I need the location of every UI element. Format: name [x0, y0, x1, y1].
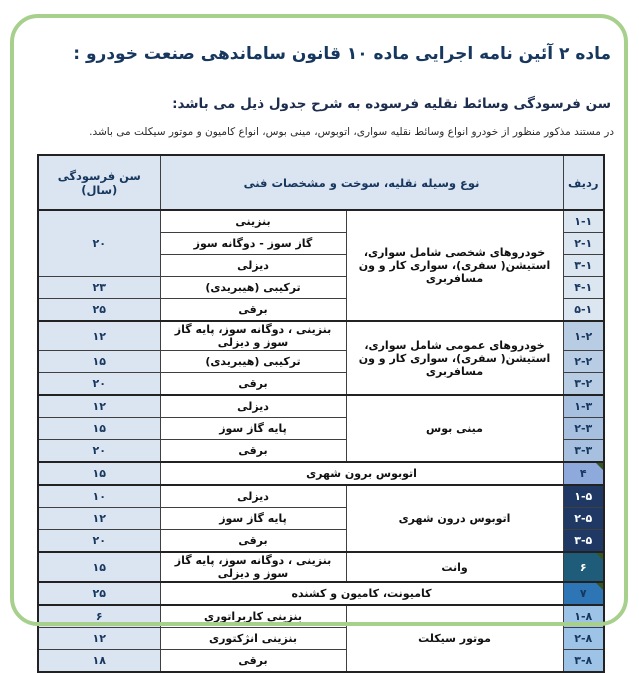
age-cell: ۶	[38, 605, 160, 628]
fuel-cell: برقی	[160, 650, 346, 673]
row-id-cell: ۳-۸	[563, 650, 604, 673]
age-cell: ۱۵	[38, 418, 160, 440]
row-id-cell: ۱-۸	[563, 605, 604, 628]
page-title: ماده ۲ آئین نامه اجرایی ماده ۱۰ قانون ساماندهی صنعت خودرو :	[73, 44, 611, 64]
table-row	[38, 395, 604, 418]
age-cell: ۱۵	[38, 351, 160, 373]
row-id-cell	[563, 552, 604, 582]
age-cell: ۲۰	[38, 210, 160, 277]
category-cell: وانت	[346, 552, 563, 582]
fuel-cell: پایه گاز سوز	[160, 418, 346, 440]
row-id-cell	[563, 462, 604, 485]
row-id-label: ۴	[579, 467, 587, 480]
table-row	[38, 552, 604, 582]
fuel-cell: بنزینی	[160, 210, 346, 233]
fuel-cell: برقی	[160, 373, 346, 396]
row-id-cell: ۴-۱	[563, 277, 604, 299]
category-cell: خودروهای عمومی شامل سواری، استیشن( سفری)، سواری کار و ون مسافربری	[346, 321, 563, 395]
fuel-cell: بنزینی ، دوگانه سوز، پایه گاز سوز و دیزلی	[160, 552, 346, 582]
row-id-cell: ۵-۱	[563, 299, 604, 322]
age-cell: ۱۰	[38, 485, 160, 508]
age-cell: ۲۰	[38, 440, 160, 463]
header-scrappage-age: سن فرسودگی (سال)	[38, 155, 160, 210]
page-note: در مستند مذکور منظور از خودرو انواع وسائط نقلیه سواری، اتوبوس، مینی بوس، انواع کامیون و موتور سیکلت می باشد.	[89, 126, 614, 138]
fuel-cell: برقی	[160, 440, 346, 463]
table-row	[38, 210, 604, 233]
fuel-cell: پایه گاز سوز	[160, 508, 346, 530]
comment-flag-icon	[596, 553, 603, 560]
row-id-cell: ۲-۵	[563, 508, 604, 530]
row-id-cell: ۲-۲	[563, 351, 604, 373]
comment-flag-icon	[596, 463, 603, 470]
table-row	[38, 605, 604, 628]
row-id-cell: ۲-۱	[563, 233, 604, 255]
age-cell: ۱۵	[38, 462, 160, 485]
table-row	[38, 582, 604, 605]
fuel-cell: بنزینی انژکتوری	[160, 628, 346, 650]
category-cell: کامیونت، کامیون و کشنده	[160, 582, 563, 605]
header-row-number: ردیف	[563, 155, 604, 210]
fuel-cell: ترکیبی (هیبریدی)	[160, 277, 346, 299]
fuel-cell: دیزلی	[160, 485, 346, 508]
scrappage-age-table	[37, 154, 605, 673]
age-cell: ۲۵	[38, 299, 160, 322]
row-id-cell: ۲-۳	[563, 418, 604, 440]
age-cell: ۲۳	[38, 277, 160, 299]
fuel-cell: بنزینی ، دوگانه سوز، پایه گاز سوز و دیزلی	[160, 321, 346, 351]
row-id-cell: ۳-۵	[563, 530, 604, 553]
row-id-cell: ۳-۲	[563, 373, 604, 396]
row-id-cell: ۱-۵	[563, 485, 604, 508]
category-cell: اتوبوس برون شهری	[160, 462, 563, 485]
category-cell: خودروهای شخصی شامل سواری، استیشن( سفری)، سواری کار و ون مسافربری	[346, 210, 563, 321]
fuel-cell: گاز سوز - دوگانه سوز	[160, 233, 346, 255]
row-id-cell: ۳-۳	[563, 440, 604, 463]
row-id-cell: ۱-۳	[563, 395, 604, 418]
age-cell: ۱۲	[38, 321, 160, 351]
category-cell: موتور سیکلت	[346, 605, 563, 672]
row-id-cell: ۱-۲	[563, 321, 604, 351]
row-id-label: ۷	[579, 587, 587, 600]
age-cell: ۱۲	[38, 395, 160, 418]
age-cell: ۱۸	[38, 650, 160, 673]
age-cell: ۱۲	[38, 508, 160, 530]
header-vehicle-type: نوع وسیله نقلیه، سوخت و مشخصات فنی	[160, 155, 563, 210]
age-cell: ۱۲	[38, 628, 160, 650]
fuel-cell: برقی	[160, 299, 346, 322]
fuel-cell: دیزلی	[160, 255, 346, 277]
age-cell: ۲۰	[38, 373, 160, 396]
category-cell: اتوبوس درون شهری	[346, 485, 563, 552]
age-cell: ۲۵	[38, 582, 160, 605]
row-id-cell: ۲-۸	[563, 628, 604, 650]
table-header-row	[38, 155, 604, 210]
row-id-label: ۶	[579, 560, 587, 574]
fuel-cell: برقی	[160, 530, 346, 553]
fuel-cell: بنزینی کاربراتوری	[160, 605, 346, 628]
category-cell: مینی بوس	[346, 395, 563, 462]
row-id-cell: ۱-۱	[563, 210, 604, 233]
row-id-cell	[563, 582, 604, 605]
age-cell: ۲۰	[38, 530, 160, 553]
fuel-cell: ترکیبی (هیبریدی)	[160, 351, 346, 373]
table-row	[38, 462, 604, 485]
row-id-cell: ۳-۱	[563, 255, 604, 277]
table-row	[38, 321, 604, 351]
fuel-cell: دیزلی	[160, 395, 346, 418]
page-subtitle: سن فرسودگی وسائط نقلیه فرسوده به شرح جدول ذیل می باشد:	[172, 96, 611, 112]
comment-flag-icon	[596, 583, 603, 590]
table-row	[38, 485, 604, 508]
age-cell: ۱۵	[38, 552, 160, 582]
